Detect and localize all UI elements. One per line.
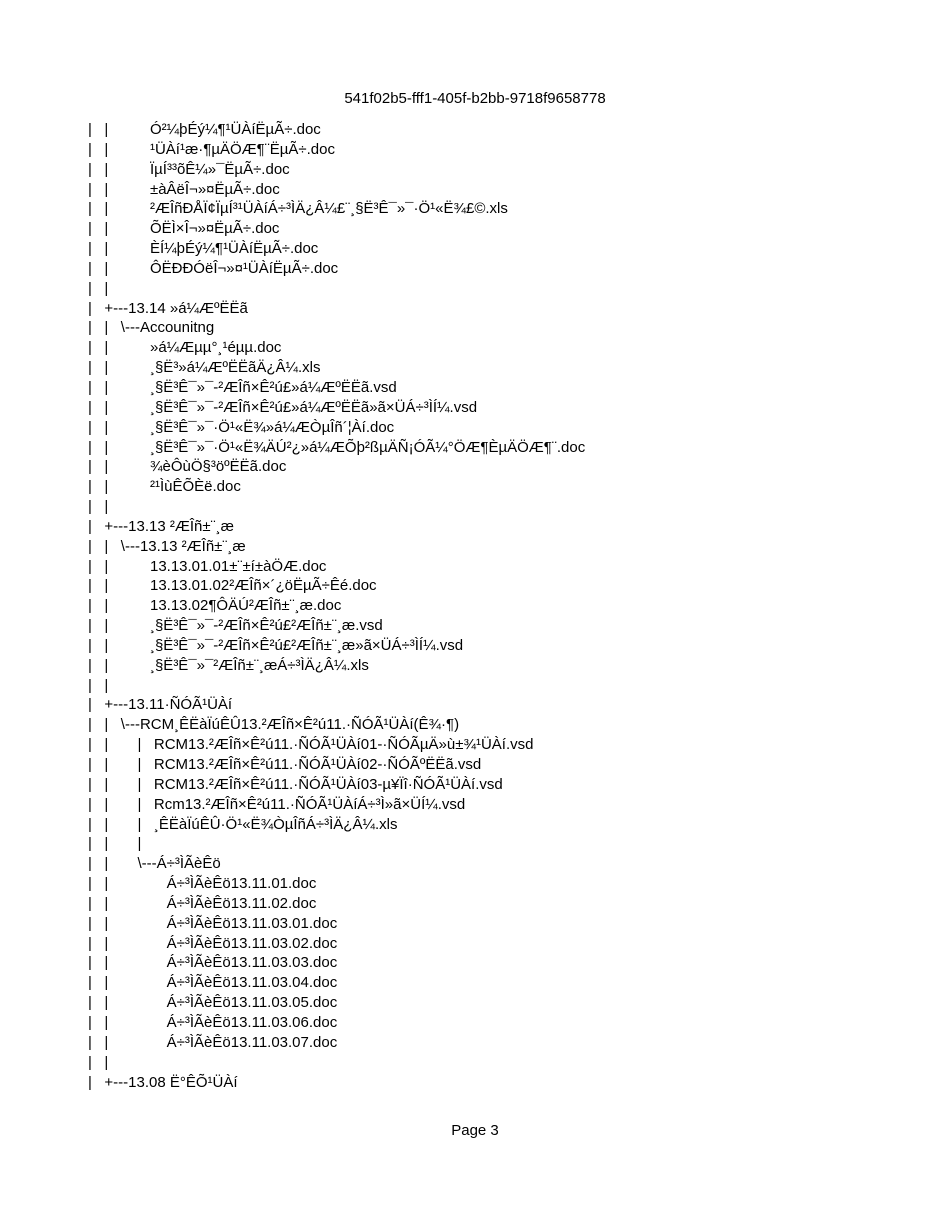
tree-line-text: | | Á÷³ÌÃèÊö13.11.03.02.doc	[88, 934, 338, 952]
tree-line	[0, 418, 950, 438]
tree-line-text: | | | RCM13.²ÆÎñ×Ê²ú11.·ÑÓÃ¹ÜÀí01-·ÑÓÃµÄ»ù±¾¹ÜÀí.vsd	[88, 736, 534, 754]
tree-line	[0, 438, 950, 458]
tree-line-text: | | \---Á÷³ÌÃèÊö	[88, 855, 221, 873]
tree-line	[0, 120, 950, 140]
tree-line	[0, 239, 950, 259]
tree-line-text: | +---13.13 ²ÆÎñ±¨¸æ	[88, 517, 234, 535]
tree-line-text: | | ¸§Ë³Ê¯»¯²ÆÎñ±¨¸æÁ÷³ÌÄ¿Â¼.xls	[88, 656, 369, 674]
tree-line	[0, 299, 950, 319]
tree-line-text: | |	[88, 676, 109, 694]
tree-line-text: | | 13.13.02¶ÔÄÚ²ÆÎñ±¨¸æ.doc	[88, 597, 342, 615]
tree-line	[0, 934, 950, 954]
tree-line-text: | | ÔËÐÐÓëÎ¬»¤¹ÜÀíËµÃ÷.doc	[88, 259, 339, 277]
tree-line-text: | | 13.13.01.02²ÆÎñ×´¿öËµÃ÷Êé.doc	[88, 577, 377, 595]
tree-line	[0, 557, 950, 577]
tree-line	[0, 775, 950, 795]
tree-line	[0, 616, 950, 636]
tree-line-text: | | ¸§Ë³Ê¯»¯-²ÆÎñ×Ê²ú£»á¼ÆºËËã.vsd	[88, 378, 397, 396]
tree-line	[0, 457, 950, 477]
tree-line-text: | | Á÷³ÌÃèÊö13.11.03.06.doc	[88, 1013, 338, 1031]
tree-line-text: | | |	[88, 835, 142, 853]
document-header-id: 541f02b5-fff1-405f-b2bb-9718f9658778	[344, 90, 606, 107]
tree-line	[0, 318, 950, 338]
tree-line-text: | | ¸§Ë³Ê¯»¯-²ÆÎñ×Ê²ú£²ÆÎñ±¨¸æ.vsd	[88, 617, 383, 635]
tree-line	[0, 1053, 950, 1073]
tree-line-text: | +---13.08 Ë°ÊÕ¹ÜÀí	[88, 1073, 238, 1091]
tree-line-text: | | \---Accounitng	[88, 319, 215, 337]
tree-line	[0, 953, 950, 973]
tree-line	[0, 1073, 950, 1093]
tree-line	[0, 180, 950, 200]
tree-line-text: | | ¾èÔùÖ§³öºËËã.doc	[88, 458, 287, 476]
tree-line-text: | | »á¼Æµµ°¸¹éµµ.doc	[88, 339, 282, 357]
tree-line	[0, 517, 950, 537]
tree-line	[0, 1033, 950, 1053]
tree-line	[0, 596, 950, 616]
tree-line-text: | | | Rcm13.²ÆÎñ×Ê²ú11.·ÑÓÃ¹ÜÀíÁ÷³Ì»ã×ÜÍ¼.vsd	[88, 795, 466, 813]
tree-line-text: | | Á÷³ÌÃèÊö13.11.03.05.doc	[88, 994, 338, 1012]
tree-line	[0, 815, 950, 835]
tree-line	[0, 894, 950, 914]
tree-line	[0, 140, 950, 160]
tree-line	[0, 537, 950, 557]
tree-line-text: | | | RCM13.²ÆÎñ×Ê²ú11.·ÑÓÃ¹ÜÀí03-µ¥Ïî·ÑÓÃ¹ÜÀí.vsd	[88, 775, 503, 793]
tree-line	[0, 874, 950, 894]
tree-line	[0, 914, 950, 934]
tree-line-text: | | Á÷³ÌÃèÊö13.11.03.07.doc	[88, 1033, 338, 1051]
tree-line	[0, 755, 950, 775]
tree-line	[0, 378, 950, 398]
tree-line	[0, 854, 950, 874]
tree-line-text: | | Á÷³ÌÃèÊö13.11.03.04.doc	[88, 974, 338, 992]
tree-line-text: | | 13.13.01.01±¨±í±àÖÆ.doc	[88, 557, 327, 575]
tree-line	[0, 695, 950, 715]
tree-line-text: | |	[88, 1053, 109, 1071]
tree-line-text: | +---13.14 »á¼ÆºËËã	[88, 299, 248, 317]
tree-line	[0, 973, 950, 993]
tree-line	[0, 795, 950, 815]
tree-line	[0, 834, 950, 854]
tree-line-text: | | ¹ÜÀí¹æ·¶µÄÖÆ¶¨ËµÃ÷.doc	[88, 140, 335, 158]
tree-line-text: | | | RCM13.²ÆÎñ×Ê²ú11.·ÑÓÃ¹ÜÀí02-·ÑÓÃºËËã.vsd	[88, 756, 482, 773]
tree-line	[0, 993, 950, 1013]
page-number: Page 3	[451, 1122, 499, 1139]
tree-line-text: | |	[88, 498, 109, 516]
tree-line	[0, 735, 950, 755]
tree-line	[0, 1013, 950, 1033]
tree-line-text: | | Ó²¼þÉý¼¶¹ÜÀíËµÃ÷.doc	[88, 121, 321, 138]
tree-line	[0, 715, 950, 735]
tree-line	[0, 477, 950, 497]
tree-line-text: | | Á÷³ÌÃèÊö13.11.02.doc	[88, 894, 317, 912]
tree-line	[0, 259, 950, 279]
tree-line-text: | |	[88, 279, 109, 297]
tree-line-text: | | ±àÂëÎ¬»¤ËµÃ÷.doc	[88, 180, 280, 198]
tree-line-text: | | ¸§Ë³Ê¯»¯·Ö¹«Ë¾»á¼ÆÒµÎñ´¦Àí.doc	[88, 418, 395, 436]
tree-line	[0, 199, 950, 219]
tree-line-text: | | ÏµÍ³³õÊ¼»¯ËµÃ÷.doc	[88, 160, 290, 178]
tree-line-text: | | ¸§Ë³»á¼ÆºËËãÄ¿Â¼.xls	[88, 359, 321, 377]
tree-line	[0, 219, 950, 239]
tree-line-text: | | ²¹ÌùÊÕÈë.doc	[88, 478, 241, 496]
tree-line-text: | | ÕËÌ×Î¬»¤ËµÃ÷.doc	[88, 220, 280, 238]
tree-line	[0, 358, 950, 378]
tree-line	[0, 398, 950, 418]
tree-line-text: | | ¸§Ë³Ê¯»¯·Ö¹«Ë¾ÄÚ²¿»á¼ÆÕþ²ßµÄÑ¡ÓÃ¼°ÖÆ¶ÈµÄÖÆ¶¨.doc	[88, 438, 586, 456]
tree-line-text: | | \---13.13 ²ÆÎñ±¨¸æ	[88, 537, 246, 555]
tree-line	[0, 636, 950, 656]
tree-line	[0, 497, 950, 517]
tree-line-text: | | | ¸ÊËàÏúÊÛ·Ö¹«Ë¾ÒµÎñÁ÷³ÌÄ¿Â¼.xls	[88, 815, 398, 833]
tree-line-text: | | Á÷³ÌÃèÊö13.11.01.doc	[88, 875, 317, 893]
directory-tree-listing	[0, 120, 950, 1092]
tree-line	[0, 160, 950, 180]
tree-line-text: | +---13.11·ÑÓÃ¹ÜÀí	[88, 696, 233, 714]
tree-line	[0, 279, 950, 299]
tree-line-text: | | ÈÍ¼þÉý¼¶¹ÜÀíËµÃ÷.doc	[88, 240, 319, 258]
tree-line	[0, 676, 950, 696]
tree-line-text: | | Á÷³ÌÃèÊö13.11.03.01.doc	[88, 914, 338, 932]
tree-line	[0, 656, 950, 676]
tree-line-text: | | Á÷³ÌÃèÊö13.11.03.03.doc	[88, 954, 338, 972]
tree-line-text: | | ²ÆÎñÐÅÏ¢ÏµÍ³¹ÜÀíÁ÷³ÌÄ¿Â¼£¨¸§Ë³Ê¯»¯·Ö¹«Ë¾£©.xls	[88, 200, 508, 218]
tree-line	[0, 576, 950, 596]
tree-line-text: | | ¸§Ë³Ê¯»¯-²ÆÎñ×Ê²ú£²ÆÎñ±¨¸æ»ã×ÜÁ÷³ÌÍ¼.vsd	[88, 636, 464, 654]
tree-line	[0, 338, 950, 358]
tree-line-text: | | \---RCM¸ÊËàÏúÊÛ13.²ÆÎñ×Ê²ú11.·ÑÓÃ¹ÜÀí(Ê¾·¶)	[88, 716, 460, 734]
tree-line-text: | | ¸§Ë³Ê¯»¯-²ÆÎñ×Ê²ú£»á¼ÆºËËã»ã×ÜÁ÷³ÌÍ¼.vsd	[88, 398, 478, 416]
